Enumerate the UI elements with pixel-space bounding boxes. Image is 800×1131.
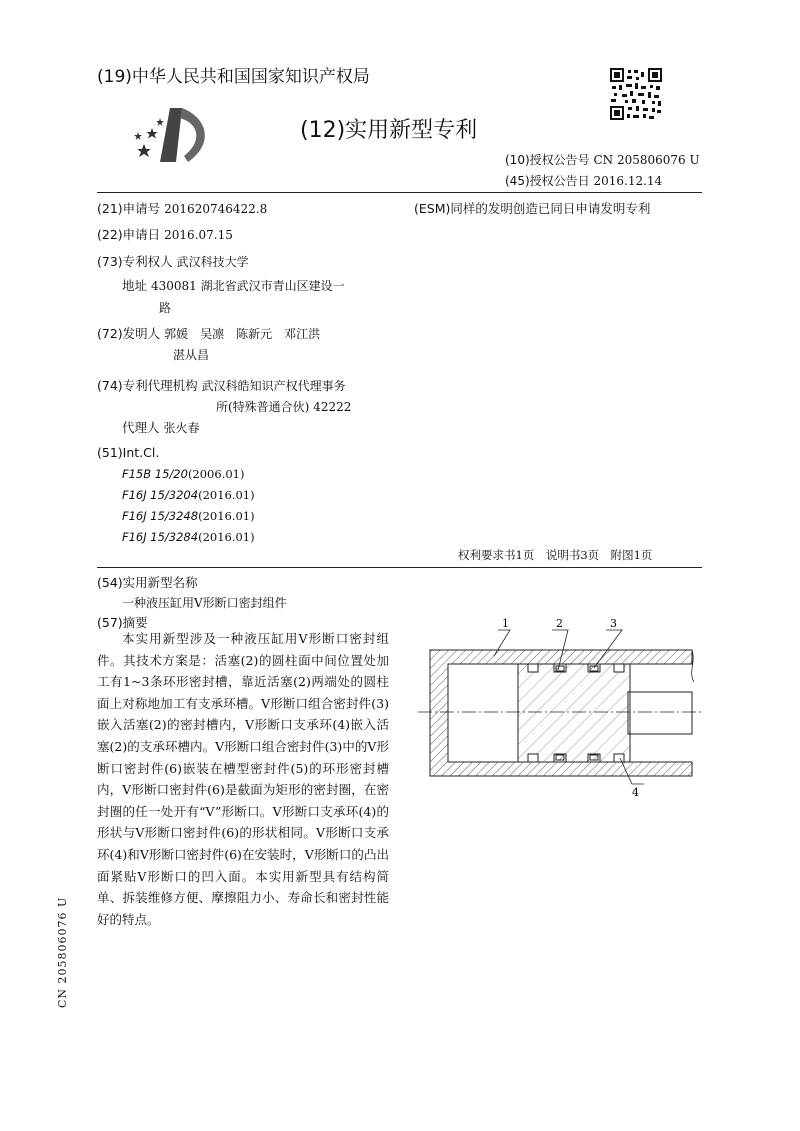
inventors-line-2: 湛从昌: [173, 348, 210, 362]
publication-number: [505, 151, 700, 168]
ipc-entry: [122, 509, 255, 523]
app-no-label: (21)申请号: [97, 201, 161, 216]
ipc-entry: [122, 467, 244, 481]
ipc-code: F16J 15/3248: [122, 509, 199, 523]
ipc-version: (2016.01): [198, 530, 255, 544]
section-rule: [97, 567, 702, 568]
authority-name: (19)中华人民共和国国家知识产权局: [97, 67, 370, 87]
ipc-version: (2016.01): [198, 488, 255, 502]
figure-label-2: 2: [556, 617, 563, 630]
agent-label: 代理人: [122, 420, 160, 435]
ipc-code: F16J 15/3204: [122, 488, 199, 502]
figure-label-4: 4: [632, 786, 639, 799]
app-date-label: (22)申请日: [97, 227, 161, 242]
inventors-line-1: 郭媛 吴凛 陈新元 邓江洪: [164, 327, 321, 341]
agent: [122, 418, 200, 436]
inventors: [97, 324, 320, 342]
pub-date-label: (45)授权公告日: [505, 174, 590, 188]
side-publication-code: CN 205806076 U: [56, 896, 69, 1008]
ipc-entry: [122, 488, 255, 502]
esm-note: (ESM)同样的发明创造已同日申请发明专利: [414, 201, 651, 216]
agency-line-2: 所(特殊普通合伙) 42222: [216, 400, 352, 414]
address-label: 地址: [122, 278, 148, 293]
agency-line-1: 武汉科皓知识产权代理事务: [201, 379, 346, 393]
piston: [518, 664, 630, 762]
app-no-value: 201620746422.8: [164, 202, 268, 216]
ipc-code: F16J 15/3284: [122, 530, 199, 544]
application-number: [97, 199, 267, 217]
piston-rod: [628, 692, 692, 734]
address-line-1: 430081 湖北省武汉市青山区建设一: [151, 279, 345, 293]
abstract-label: (57)摘要: [97, 615, 148, 630]
agent-value: 张火春: [163, 421, 200, 435]
header-rule: [97, 192, 702, 193]
pub-no-label: (10)授权公告号: [505, 153, 590, 167]
intcl-label: (51)Int.Cl.: [97, 445, 160, 460]
inventors-label: (72)发明人: [97, 326, 161, 341]
app-date-value: 2016.07.15: [164, 228, 233, 242]
address-line-2: 路: [159, 301, 172, 315]
pub-date-value: 2016.12.14: [593, 174, 663, 188]
agency-label: (74)专利代理机构: [97, 378, 198, 393]
address: [122, 276, 345, 294]
ipc-version: (2006.01): [187, 467, 245, 481]
figure-label-1: 1: [502, 617, 509, 630]
patentee-value: 武汉科技大学: [176, 255, 249, 269]
patentee: [97, 252, 249, 270]
cnipa-logo-icon: [130, 100, 220, 170]
abstract-paragraph: 本实用新型涉及一种液压缸用V形断口密封组件。其技术方案是：活塞(2)的圆柱面中间位置处加工有1~3条环形密封槽，靠近活塞(2)两端处的圆柱面上对称地加工有支承环槽。V形断口组合密封件(3)嵌入活塞(2)的密封槽内，V形断口支承环(4)嵌入活塞(2)的支承环槽内。V形断口组合密封件(3)中的V形断口密封件(6)嵌装在槽型密封件(5)的环形密封槽内，V形断口密封件(6)是截面为矩形的密封圈，在密封圈的任一处开有“V”形断口。V形断口支承环(4)的形状与V形断口密封件(6)的形状相同。V形断口支承环(4)和V形断口密封件(6)在安装时，V形断口的凸出面紧贴V形断口的凹入面。本实用新型具有结构简单、拆装维修方便、摩擦阻力小、寿命长和密封性能好的特点。: [97, 631, 389, 927]
ipc-code: F15B 15/20: [122, 467, 188, 481]
ipc-version: (2016.01): [198, 509, 255, 523]
title-label: (54)实用新型名称: [97, 575, 198, 590]
agency: [97, 376, 346, 394]
publication-date: [505, 172, 662, 189]
page-count: 权利要求书1页 说明书3页 附图1页: [458, 548, 653, 562]
patentee-label: (73)专利权人: [97, 254, 173, 269]
ipc-entry: [122, 530, 255, 544]
utility-model-title: 一种液压缸用V形断口密封组件: [122, 596, 287, 610]
figure-label-3: 3: [610, 617, 617, 630]
qr-code-icon: [610, 68, 662, 120]
document-type: (12)实用新型专利: [300, 118, 478, 143]
cylinder-seal-figure: [410, 612, 706, 802]
pub-no-value: CN 205806076 U: [593, 153, 700, 167]
application-date: [97, 225, 233, 243]
abstract-text: [97, 628, 389, 930]
